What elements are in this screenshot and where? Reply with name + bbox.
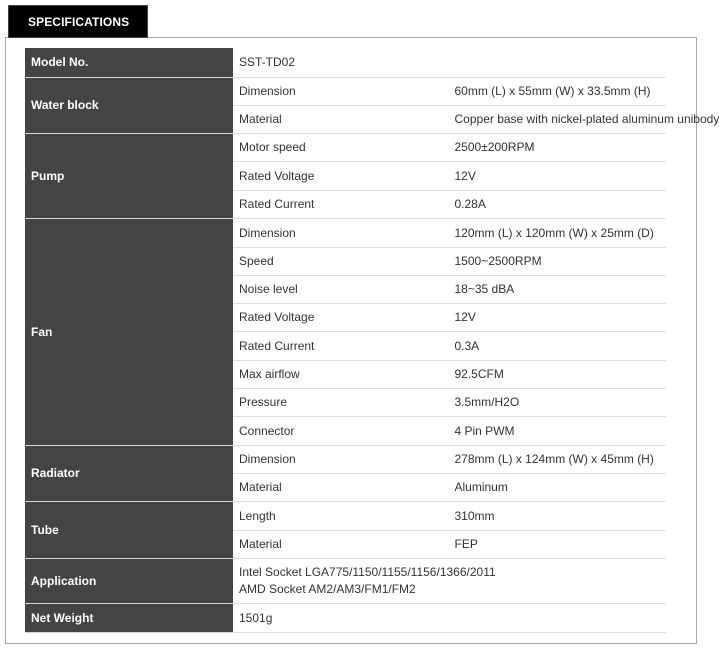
value-radiator-material: Aluminum xyxy=(450,473,667,501)
value-water-block-material: Copper base with nickel-plated aluminum unibody xyxy=(450,105,667,133)
property-tube-length: Length xyxy=(233,501,450,530)
spec-row-application xyxy=(25,558,666,603)
spec-row-net-weight xyxy=(25,603,666,632)
spec-row-model xyxy=(25,48,666,77)
property-radiator-material: Material xyxy=(233,473,450,501)
property-tube-material: Material xyxy=(233,530,450,558)
spec-row-water-block-dimension xyxy=(25,77,666,105)
property-water-block-dimension: Dimension xyxy=(233,77,450,105)
category-tube: Tube xyxy=(25,501,233,558)
value-model: SST-TD02 xyxy=(233,48,666,77)
property-water-block-material: Material xyxy=(233,105,450,133)
value-fan-speed: 1500~2500RPM xyxy=(450,247,667,275)
application-line-amd: AMD Socket AM2/AM3/FM1/FM2 xyxy=(239,581,416,596)
property-radiator-dimension: Dimension xyxy=(233,445,450,473)
category-fan: Fan xyxy=(25,218,233,445)
spec-row-pump-motor-speed xyxy=(25,133,666,161)
property-fan-connector: Connector xyxy=(233,416,450,445)
value-fan-connector: 4 Pin PWM xyxy=(450,416,667,445)
property-fan-pressure: Pressure xyxy=(233,388,450,416)
value-radiator-dimension: 278mm (L) x 124mm (W) x 45mm (H) xyxy=(450,445,667,473)
value-tube-material: FEP xyxy=(450,530,667,558)
specifications-tab[interactable] xyxy=(8,5,148,38)
value-pump-rated-current: 0.28A xyxy=(450,190,667,218)
property-fan-max-airflow: Max airflow xyxy=(233,360,450,388)
category-model: Model No. xyxy=(25,48,233,77)
value-pump-motor-speed: 2500±200RPM xyxy=(450,133,667,161)
value-fan-dimension: 120mm (L) x 120mm (W) x 25mm (D) xyxy=(450,218,667,247)
category-radiator: Radiator xyxy=(25,445,233,501)
value-water-block-dimension: 60mm (L) x 55mm (W) x 33.5mm (H) xyxy=(450,77,667,105)
spec-row-fan-dimension xyxy=(25,218,666,247)
property-pump-rated-current: Rated Current xyxy=(233,190,450,218)
value-tube-length: 310mm xyxy=(450,501,667,530)
value-pump-rated-voltage: 12V xyxy=(450,161,667,190)
specifications-table xyxy=(25,48,719,633)
value-application xyxy=(233,558,666,603)
value-fan-max-airflow: 92.5CFM xyxy=(450,360,667,388)
property-pump-motor-speed: Motor speed xyxy=(233,133,450,161)
property-fan-rated-current: Rated Current xyxy=(233,331,450,360)
category-pump: Pump xyxy=(25,133,233,218)
property-fan-dimension: Dimension xyxy=(233,218,450,247)
property-fan-speed: Speed xyxy=(233,247,450,275)
value-fan-noise-level: 18~35 dBA xyxy=(450,275,667,303)
category-net-weight: Net Weight xyxy=(25,603,233,632)
property-pump-rated-voltage: Rated Voltage xyxy=(233,161,450,190)
value-fan-rated-current: 0.3A xyxy=(450,331,667,360)
spec-row-tube-length xyxy=(25,501,666,530)
category-application: Application xyxy=(25,558,233,603)
application-line-intel: Intel Socket LGA775/1150/1155/1156/1366/2011 xyxy=(239,564,496,579)
value-fan-rated-voltage: 12V xyxy=(450,303,667,331)
property-fan-rated-voltage: Rated Voltage xyxy=(233,303,450,331)
specifications-tab-label: SPECIFICATIONS xyxy=(28,15,130,29)
spec-row-radiator-dimension xyxy=(25,445,666,473)
value-fan-pressure: 3.5mm/H2O xyxy=(450,388,667,416)
value-net-weight: 1501g xyxy=(233,603,666,632)
category-water-block: Water block xyxy=(25,77,233,133)
property-fan-noise-level: Noise level xyxy=(233,275,450,303)
